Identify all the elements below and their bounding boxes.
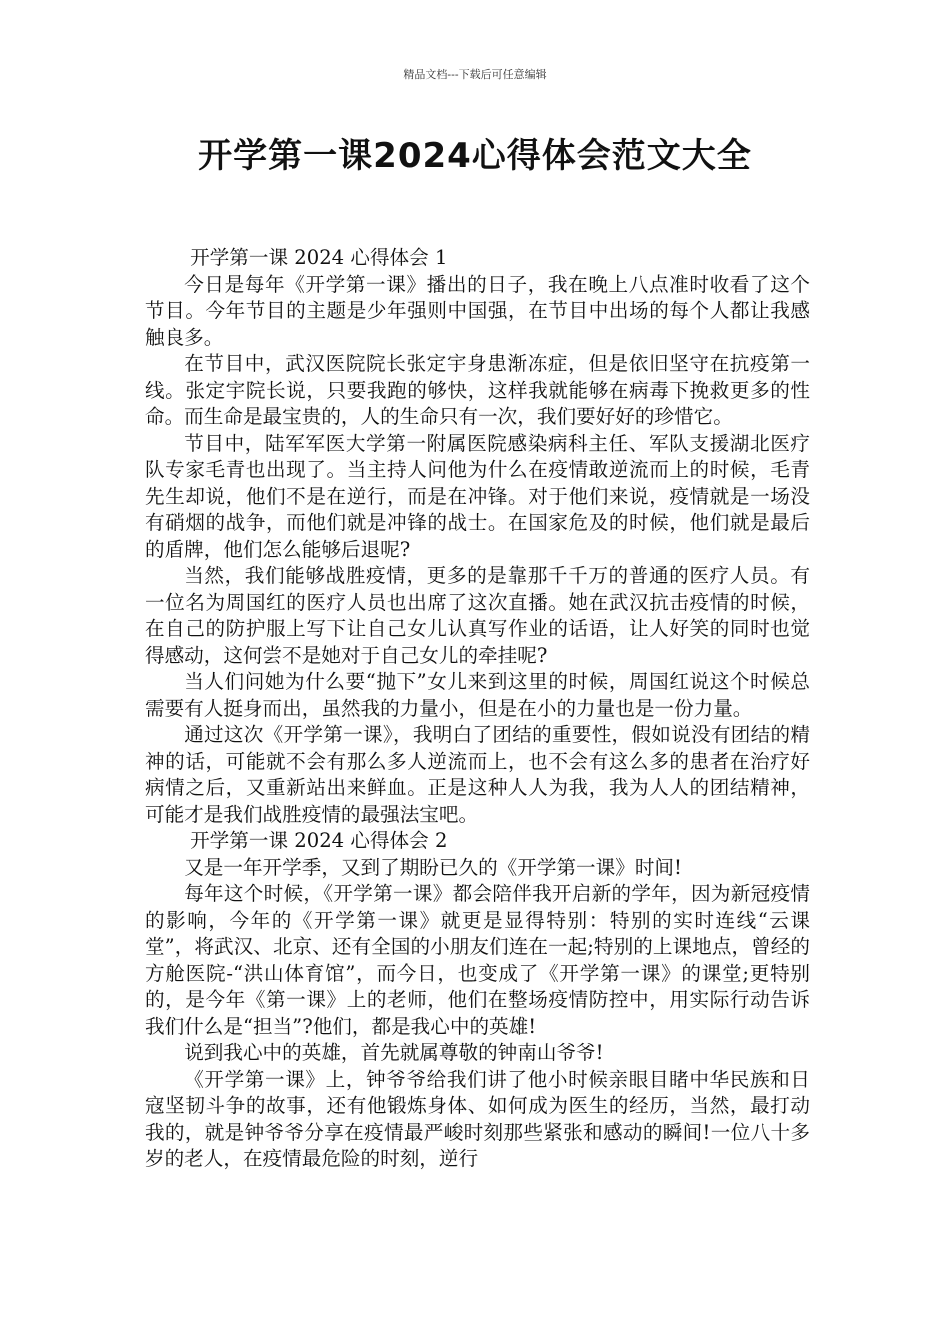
section-heading: 开学第一课 2024 心得体会 1: [190, 246, 448, 269]
document-title: 开学第一课2024心得体会范文大全: [198, 136, 752, 176]
paragraph: 当然，我们能够战胜疫情，更多的是靠那千千万的普通的医疗人员。有一位名为周国红的医疗人员也出席了这次直播。她在武汉抗击疫情的时候，在自己的防护服上写下让自己女儿认真写作业的话语，让人好笑的同时也觉得感动，这何尝不是她对于自己女儿的牵挂呢?: [145, 564, 810, 667]
paragraph: 通过这次《开学第一课》，我明白了团结的重要性，假如说没有团结的精神的话，可能就不会有那么多人逆流而上，也不会有这么多的患者在治疗好病情之后，又重新站出来鲜血。正是这种人人为我，我为人人的团结精神，可能才是我们战胜疫情的最强法宝吧。: [145, 723, 810, 826]
header-note: 精品文档---下载后可任意编辑: [403, 68, 547, 81]
section-heading: 开学第一课 2024 心得体会 2: [190, 829, 448, 852]
document-body: [145, 245, 810, 1173]
paragraph: 今日是每年《开学第一课》播出的日子，我在晚上八点准时收看了这个节目。今年节目的主题是少年强则中国强，在节目中出场的每个人都让我感触良多。: [145, 272, 810, 349]
paragraph: 节目中，陆军军医大学第一附属医院感染病科主任、军队支援湖北医疗队专家毛青也出现了。当主持人问他为什么在疫情敢逆流而上的时候，毛青先生却说，他们不是在逆行，而是在冲锋。对于他们来说，疫情就是一场没有硝烟的战争，而他们就是冲锋的战士。在国家危及的时候，他们就是最后的盾牌，他们怎么能够后退呢?: [145, 431, 810, 561]
paragraph: 当人们问她为什么要“抛下”女儿来到这里的时候，周国红说这个时候总需要有人挺身而出，虽然我的力量小，但是在小的力量也是一份力量。: [145, 670, 810, 720]
paragraph: 每年这个时候，《开学第一课》都会陪伴我开启新的学年，因为新冠疫情的影响，今年的《开学第一课》就更是显得特别：特别的实时连线“云课堂”，将武汉、北京、还有全国的小朋友们连在一起;特别的上课地点，曾经的方舱医院-“洪山体育馆”，而今日，也变成了《开学第一课》的课堂;更特别的，是今年《第一课》上的老师，他们在整场疫情防控中，用实际行动告诉我们什么是“担当”?他们，都是我心中的英雄!: [145, 882, 810, 1038]
paragraph: 在节目中，武汉医院院长张定宇身患渐冻症，但是依旧坚守在抗疫第一线。张定宇院长说，只要我跑的够快，这样我就能够在病毒下挽救更多的性命。而生命是最宝贵的，人的生命只有一次，我们要好好的珍惜它。: [145, 352, 810, 428]
paragraph: 《开学第一课》上，钟爷爷给我们讲了他小时候亲眼目睹中华民族和日寇坚韧斗争的故事，还有他锻炼身体、如何成为医生的经历，当然，最打动我的，就是钟爷爷分享在疫情最严峻时刻那些紧张和感动的瞬间!一位八十多岁的老人，在疫情最危险的时刻，逆行: [145, 1067, 810, 1170]
paragraph: 又是一年开学季，又到了期盼已久的《开学第一课》时间!: [184, 855, 682, 879]
paragraph: 说到我心中的英雄，首先就属尊敬的钟南山爷爷!: [184, 1041, 604, 1064]
